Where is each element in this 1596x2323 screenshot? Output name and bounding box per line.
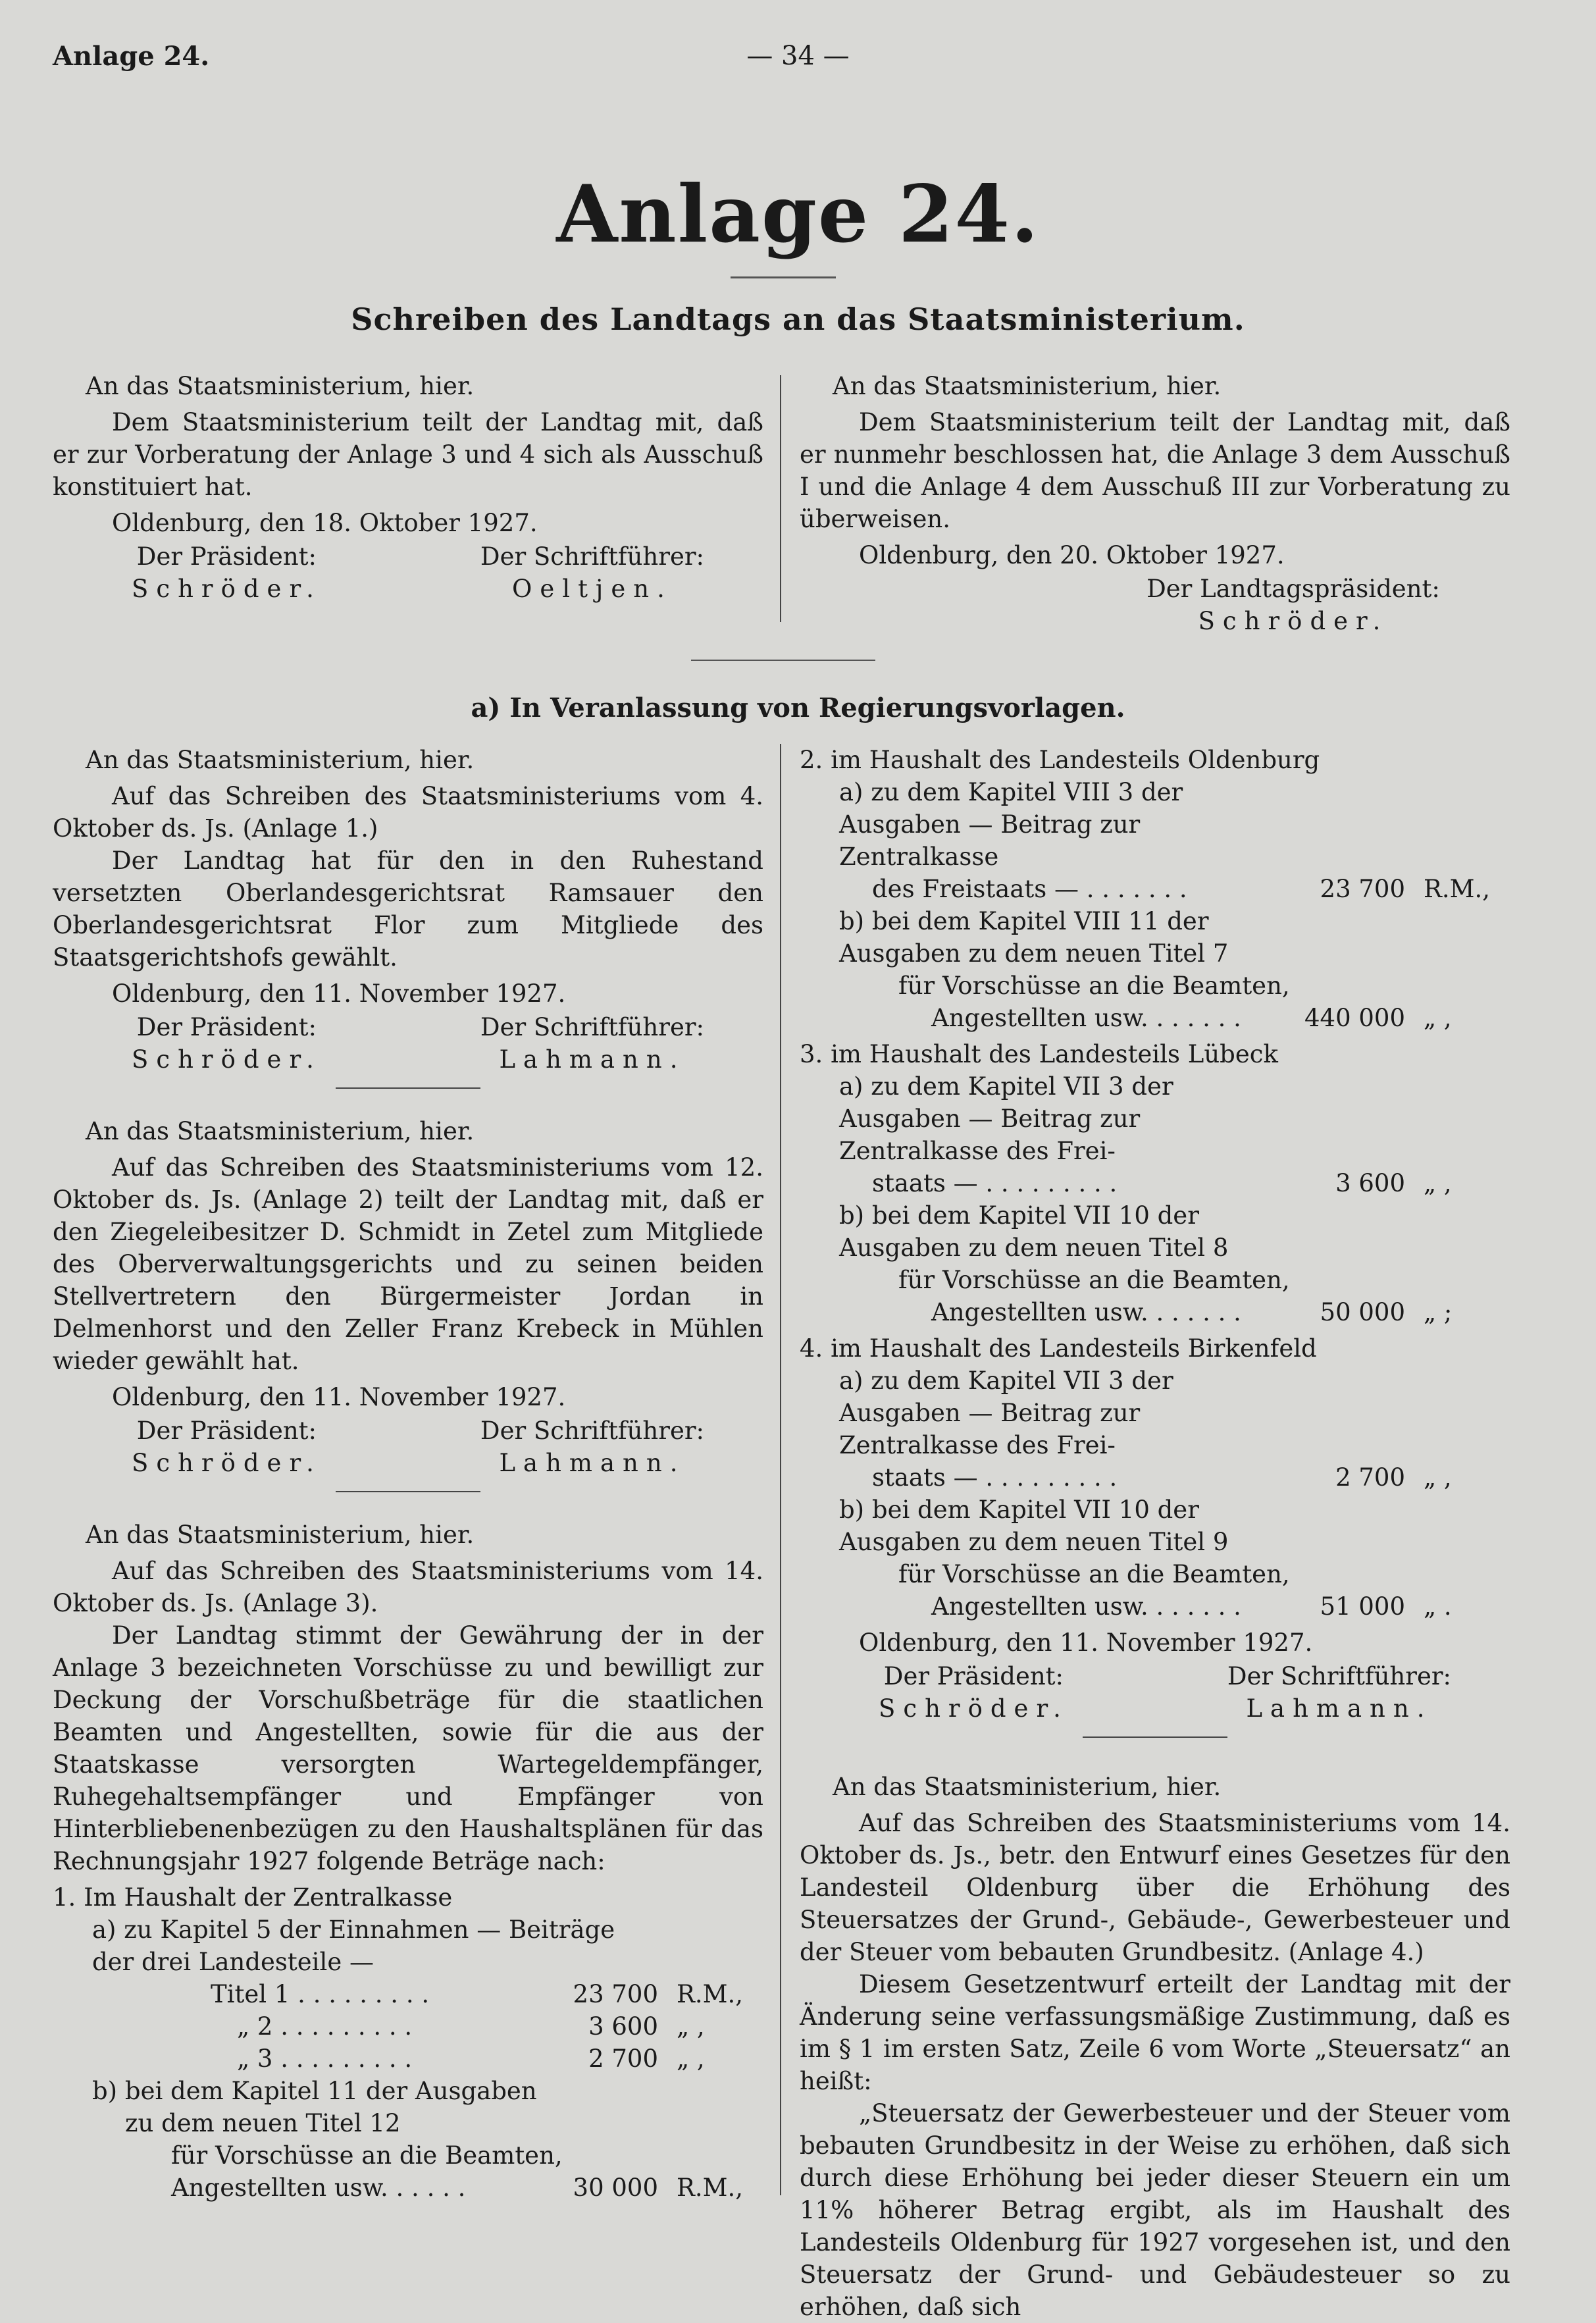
amount-row — [800, 873, 1510, 905]
amount-value: 2 700 — [1335, 1463, 1405, 1492]
amount-value: 23 700 — [573, 1980, 658, 2008]
amount-value: 23 700 — [1320, 875, 1405, 903]
title-divider — [731, 276, 836, 278]
letter-address: An das Staatsministerium, hier. — [833, 1773, 1222, 1801]
signature-title: Der Schriftführer: — [480, 1013, 704, 1041]
budget-list — [53, 1881, 763, 2204]
amount-unit: „ , — [1424, 1463, 1452, 1492]
amount-label: staats — . . . . . . . . . — [872, 1463, 1118, 1492]
list-item: für Vorschüsse an die Beamten, — [898, 1266, 1290, 1294]
amount-row — [53, 1978, 763, 2010]
amount-label: „ 3 . . . . . . . . . — [237, 2045, 413, 2073]
letter-address: An das Staatsministerium, hier. — [86, 372, 475, 400]
section-divider — [691, 660, 875, 661]
letter-body: Auf das Schreiben des Staatsministeriums vom 14. Oktober ds. Js. (Anlage 3). — [53, 1557, 763, 1617]
signature-block — [800, 1660, 1510, 1725]
letter-divider — [336, 1087, 480, 1089]
signature-title: Der Schriftführer: — [480, 1417, 704, 1445]
list-item: 1. Im Haushalt der Zentralkasse — [53, 1883, 453, 1912]
amount-unit: „ , — [677, 2012, 705, 2041]
letter-address: An das Staatsministerium, hier. — [833, 372, 1222, 400]
signature-title: Der Schriftführer: — [480, 542, 704, 571]
signature-name: Schröder. — [132, 1449, 322, 1477]
amount-unit: R.M., — [677, 1980, 744, 2008]
section-heading: a) In Veranlassung von Regierungsvorlagen. — [471, 692, 1125, 723]
amount-value: 3 600 — [1335, 1169, 1405, 1197]
signature-title: Der Landtagspräsident: — [1146, 575, 1440, 603]
amount-label: des Freistaats — . . . . . . . — [872, 875, 1187, 903]
list-item: b) bei dem Kapitel VII 10 der Ausgaben zu dem neuen Titel 8 — [839, 1201, 1229, 1262]
letter-divider — [336, 1491, 480, 1492]
amount-label: staats — . . . . . . . . . — [872, 1169, 1118, 1197]
amount-label: Angestellten usw. . . . . . . — [931, 1004, 1241, 1032]
signature-name: Oeltjen. — [512, 575, 673, 603]
list-item: für Vorschüsse an die Beamten, — [171, 2141, 563, 2170]
signature-block — [53, 1011, 763, 1076]
amount-unit: „ , — [677, 2045, 705, 2073]
letter-body: Auf das Schreiben des Staatsministeriums vom 4. Oktober ds. Js. (Anlage 1.) — [53, 782, 763, 843]
amount-unit: „ , — [1424, 1169, 1452, 1197]
signature-president — [132, 540, 322, 605]
amount-row — [53, 2172, 763, 2204]
letter-top-right — [800, 370, 1510, 637]
list-item: a) zu Kapitel 5 der Einnahmen — Beiträge der drei Landesteile — — [92, 1916, 615, 1976]
page-title: Anlage 24. — [556, 168, 1040, 261]
page-subtitle: Schreiben des Landtags an das Staatsministerium. — [351, 301, 1245, 337]
page-number: — 34 — — [746, 41, 850, 71]
amount-label: Angestellten usw. . . . . . — [171, 2174, 466, 2202]
amount-unit: „ . — [1424, 1592, 1452, 1621]
amount-unit: „ ; — [1424, 1298, 1453, 1326]
amount-row — [53, 2010, 763, 2043]
list-item: a) zu dem Kapitel VIII 3 der Ausgaben — Beitrag zur Zentralkasse — [839, 778, 1183, 871]
list-item: a) zu dem Kapitel VII 3 der Ausgaben — Beitrag zur Zentralkasse des Frei- — [839, 1072, 1173, 1165]
amount-unit: R.M., — [1424, 875, 1491, 903]
signature-secretary — [480, 1415, 704, 1479]
amount-unit: R.M., — [677, 2174, 744, 2202]
list-item: b) bei dem Kapitel 11 der Ausgaben — [92, 2077, 537, 2105]
list-item: für Vorschüsse an die Beamten, — [898, 972, 1290, 1000]
letter-address: An das Staatsministerium, hier. — [86, 746, 475, 774]
page-header — [53, 41, 1543, 80]
amount-label: „ 2 . . . . . . . . . — [237, 2012, 413, 2041]
amount-value: 440 000 — [1304, 1004, 1405, 1032]
signature-name: Lahmann. — [1246, 1694, 1433, 1723]
list-item: zu dem neuen Titel 12 — [125, 2109, 401, 2137]
signature-block — [53, 540, 763, 605]
letter-body: Auf das Schreiben des Staatsministeriums vom 12. Oktober ds. Js. (Anlage 2) teilt der Landtag mit, daß er den Ziegeleibesitzer D. Schmidt in Zetel zum Mitgliede des Oberverwaltungsgerichts und zu seinen beiden Stellvertretern den Bürgermeister Jordan in Delmenhorst und den Zeller Franz Krebeck in Mühlen wieder gewählt hat. — [53, 1153, 763, 1375]
right-column — [800, 744, 1510, 2323]
signature-name: Schröder. — [879, 1694, 1069, 1723]
list-item: 4. im Haushalt des Landesteils Birkenfeld — [800, 1334, 1317, 1363]
amount-value: 51 000 — [1320, 1592, 1405, 1621]
signature-president — [132, 1011, 322, 1076]
signature-secretary — [480, 1011, 704, 1076]
letter-divider — [1083, 1736, 1227, 1738]
amount-value: 2 700 — [588, 2045, 658, 2073]
left-column — [53, 744, 763, 2204]
signature-secretary — [480, 540, 704, 605]
letter-body: Dem Staatsministerium teilt der Landtag mit, daß er zur Vorberatung der Anlage 3 und 4 sich als Ausschuß konstituiert hat. — [53, 408, 763, 501]
signature-title: Der Präsident: — [136, 1013, 317, 1041]
amount-row — [800, 1296, 1510, 1328]
letter-address: An das Staatsministerium, hier. — [86, 1117, 475, 1145]
letter-top-left — [53, 370, 763, 605]
signature-block — [53, 1415, 763, 1479]
signature-name: Schröder. — [1198, 607, 1389, 635]
running-head: Anlage 24. — [53, 41, 210, 72]
signature-block — [800, 573, 1510, 637]
signature-title: Der Präsident: — [136, 1417, 317, 1445]
amount-row — [53, 2043, 763, 2075]
column-divider — [780, 744, 781, 2195]
letter-place-date: Oldenburg, den 11. November 1927. — [112, 979, 566, 1008]
list-item: 3. im Haushalt des Landesteils Lübeck — [800, 1040, 1278, 1068]
amount-row — [800, 1461, 1510, 1494]
letter-place-date: Oldenburg, den 11. November 1927. — [859, 1629, 1313, 1657]
letter-body: Der Landtag hat für den in den Ruhestand versetzten Oberlandesgerichtsrat Ramsauer den Oberlandesgerichtsrat Flor zum Mitgliede des Staatsgerichtshofs gewählt. — [53, 847, 763, 972]
letter-place-date: Oldenburg, den 20. Oktober 1927. — [859, 541, 1285, 569]
signature-name: Lahmann. — [499, 1449, 686, 1477]
signature-president — [132, 1415, 322, 1479]
letter-place-date: Oldenburg, den 11. November 1927. — [112, 1383, 566, 1411]
letter-body: Dem Staatsministerium teilt der Landtag mit, daß er nunmehr beschlossen hat, die Anlage 3 dem Ausschuß I und die Anlage 4 dem Ausschuß III zur Vorberatung zu überweisen. — [800, 408, 1510, 533]
amount-value: 50 000 — [1320, 1298, 1405, 1326]
amount-label: Angestellten usw. . . . . . . — [931, 1298, 1241, 1326]
column-divider — [780, 375, 781, 622]
signature-title: Der Präsident: — [883, 1662, 1064, 1690]
signature-name: Schröder. — [132, 575, 322, 603]
letter-address: An das Staatsministerium, hier. — [86, 1521, 475, 1549]
letter-body: Auf das Schreiben des Staatsministeriums vom 14. Oktober ds. Js., betr. den Entwurf eines Gesetzes für den Landesteil Oldenburg über die Erhöhung des Steuersatzes der Grund-, Gebäude-, Gewerbesteuer und der Steuer vom bebauten Grundbesitz. (Anlage 4.) — [800, 1809, 1510, 1966]
signature-name: Lahmann. — [499, 1045, 686, 1074]
letter-body: Diesem Gesetzentwurf erteilt der Landtag mit der Änderung seine verfassungsmäßige Zustimmung, daß es im § 1 im ersten Satz, Zeile 6 vom Worte „Steuersatz“ an heißt: — [800, 1970, 1510, 2095]
list-item: b) bei dem Kapitel VIII 11 der Ausgaben zu dem neuen Titel 7 — [839, 907, 1229, 968]
amount-label: Titel 1 . . . . . . . . . — [211, 1980, 430, 2008]
list-item: 2. im Haushalt des Landesteils Oldenburg — [800, 746, 1320, 774]
signature-title: Der Schriftführer: — [1227, 1662, 1451, 1690]
signature-name: Schröder. — [132, 1045, 322, 1074]
letter-body: Der Landtag stimmt der Gewährung der in der Anlage 3 bezeichneten Vorschüsse zu und bewilligt zur Deckung der Vorschußbeträge für die staatlichen Beamten und Angestellten, sowie für die aus der Staatskasse versorgten Wartegeldempfänger, Ruhegehaltsempfänger und Empfänger von Hinterbliebenenbezügen zu den Haushaltsplänen für das Rechnungsjahr 1927 folgende Beträge nach: — [53, 1621, 763, 1875]
amount-row — [800, 1002, 1510, 1034]
letter-body: „Steuersatz der Gewerbesteuer und der Steuer vom bebauten Grundbesitz in der Weise zu erhöhen, daß sich durch diese Erhöhung bei jeder dieser Steuern ein um 11% höherer Betrag ergibt, als im Haushalt des Landesteils Oldenburg für 1927 vorgesehen ist, und den Steuersatz der Grund- und Gebäudesteuer so zu erhöhen, daß sich — [800, 2099, 1510, 2321]
amount-value: 30 000 — [573, 2174, 658, 2202]
amount-label: Angestellten usw. . . . . . . — [931, 1592, 1241, 1621]
signature-president — [879, 1660, 1069, 1725]
amount-row — [800, 1167, 1510, 1199]
amount-row — [800, 1590, 1510, 1623]
letter-place-date: Oldenburg, den 18. Oktober 1927. — [112, 509, 538, 537]
amount-unit: „ , — [1424, 1004, 1452, 1032]
list-item: a) zu dem Kapitel VII 3 der Ausgaben — Beitrag zur Zentralkasse des Frei- — [839, 1367, 1173, 1459]
signature-title: Der Präsident: — [136, 542, 317, 571]
list-item: für Vorschüsse an die Beamten, — [898, 1560, 1290, 1588]
list-item: b) bei dem Kapitel VII 10 der Ausgaben zu dem neuen Titel 9 — [839, 1496, 1229, 1556]
signature-secretary — [1227, 1660, 1451, 1725]
amount-value: 3 600 — [588, 2012, 658, 2041]
